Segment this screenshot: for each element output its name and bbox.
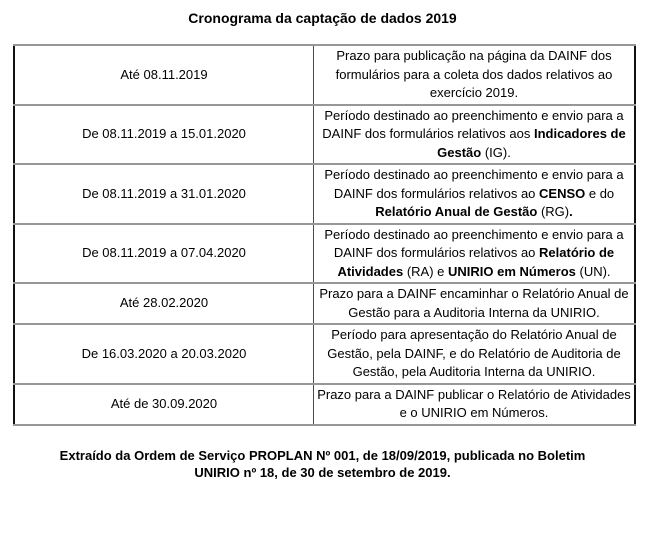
period-cell: De 16.03.2020 a 20.03.2020 bbox=[14, 324, 314, 384]
period-cell: De 08.11.2019 a 07.04.2020 bbox=[14, 224, 314, 284]
schedule-table-body bbox=[14, 45, 635, 425]
description-cell: Prazo para publicação na página da DAINF dos formulários para a coleta dos dados relativos ao exercício 2019. bbox=[314, 45, 636, 105]
table-row bbox=[14, 45, 635, 105]
description-cell: Prazo para a DAINF publicar o Relatório de Atividades e o UNIRIO em Números. bbox=[314, 384, 636, 425]
description-cell: Período destinado ao preenchimento e envio para a DAINF dos formulários relativos aos Indicadores de Gestão (IG). bbox=[314, 105, 636, 165]
table-row bbox=[14, 283, 635, 324]
period-cell: De 08.11.2019 a 15.01.2020 bbox=[14, 105, 314, 165]
period-cell: Até 08.11.2019 bbox=[14, 45, 314, 105]
page-title: Cronograma da captação de dados 2019 bbox=[188, 10, 457, 26]
period-cell: De 08.11.2019 a 31.01.2020 bbox=[14, 164, 314, 224]
table-row bbox=[14, 224, 635, 284]
description-cell: Período destinado ao preenchimento e envio para a DAINF dos formulários relativos ao Relatório de Atividades (RA) e UNIRIO em Números (UN). bbox=[314, 224, 636, 284]
table-row bbox=[14, 324, 635, 384]
description-cell: Período destinado ao preenchimento e envio para a DAINF dos formulários relativos ao CENSO e do Relatório Anual de Gestão (RG). bbox=[314, 164, 636, 224]
table-row bbox=[14, 164, 635, 224]
description-cell: Período para apresentação do Relatório Anual de Gestão, pela DAINF, e do Relatório de Auditoria de Gestão, pela Auditoria Interna da UNIRIO. bbox=[314, 324, 636, 384]
table-row bbox=[14, 384, 635, 425]
description-cell: Prazo para a DAINF encaminhar o Relatório Anual de Gestão para a Auditoria Interna da UNIRIO. bbox=[314, 283, 636, 324]
table-row bbox=[14, 105, 635, 165]
schedule-table bbox=[13, 44, 636, 426]
source-note: Extraído da Ordem de Serviço PROPLAN Nº 001, de 18/09/2019, publicada no Boletim UNIRIO nº 18, de 30 de setembro de 2019. bbox=[59, 447, 586, 480]
period-cell: Até de 30.09.2020 bbox=[14, 384, 314, 425]
period-cell: Até 28.02.2020 bbox=[14, 283, 314, 324]
